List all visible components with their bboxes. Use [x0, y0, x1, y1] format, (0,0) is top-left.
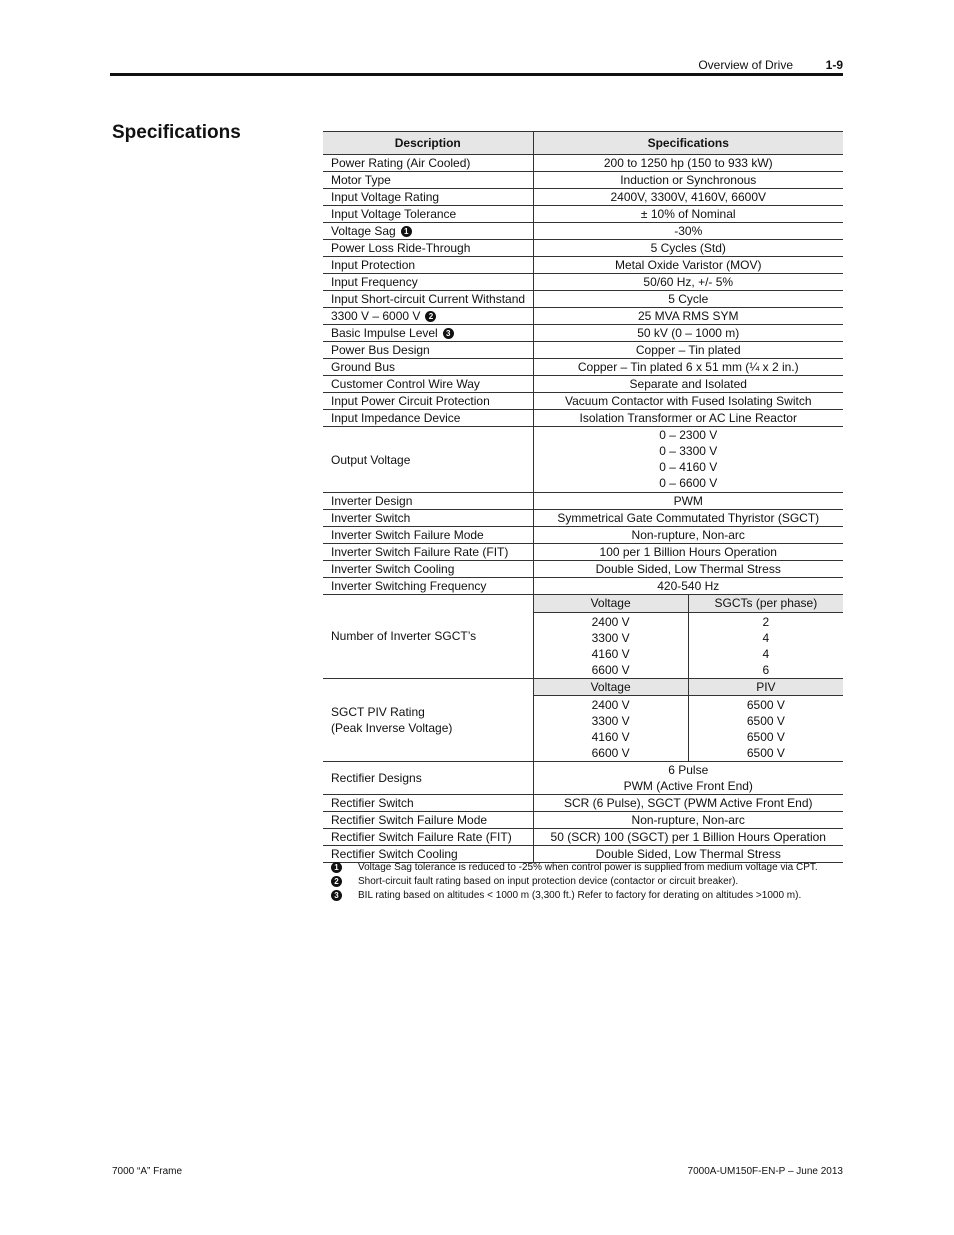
spec-description — [323, 206, 533, 223]
specifications-table — [323, 131, 843, 863]
table-row — [323, 189, 843, 206]
spec-description — [323, 410, 533, 427]
spec-description — [323, 257, 533, 274]
table-row — [323, 544, 843, 561]
spec-description — [323, 678, 533, 762]
table-row-rectifier-designs — [323, 762, 843, 795]
spec-label: Rectifier Switch Cooling — [331, 847, 458, 861]
spec-label: Inverter Switching Frequency — [331, 579, 487, 593]
spec-label: Basic Impulse Level — [331, 326, 438, 340]
value-line: 4 — [762, 646, 770, 661]
spec-value: Metal Oxide Varistor (MOV) — [533, 257, 843, 274]
spec-label: Rectifier Switch Failure Rate (FIT) — [331, 830, 512, 844]
spec-value: Induction or Synchronous — [533, 172, 843, 189]
spec-description — [323, 325, 533, 342]
footer-right: 7000A-UM150F-EN-P – June 2013 — [687, 1166, 843, 1177]
spec-label: Input Voltage Tolerance — [331, 207, 457, 221]
spec-label-line: (Peak Inverse Voltage) — [331, 720, 453, 735]
spec-label: Input Short-circuit Current Withstand — [331, 292, 526, 306]
inner-table — [534, 595, 844, 678]
spec-value: ± 10% of Nominal — [533, 206, 843, 223]
table-row-sgct-count — [323, 595, 843, 679]
spec-label: Inverter Switch Cooling — [331, 562, 455, 576]
spec-label-line: SGCT PIV Rating — [331, 704, 425, 719]
value-line: PWM (Active Front End) — [623, 779, 753, 793]
footnote-marker: 1 — [401, 226, 412, 237]
table-header-row — [323, 132, 843, 155]
spec-value: Non-rupture, Non-arc — [533, 527, 843, 544]
table-row — [323, 291, 843, 308]
inner-col-header: Voltage — [534, 595, 689, 612]
value-line: 6600 V — [591, 746, 630, 760]
spec-description: Number of Inverter SGCT’s — [323, 595, 533, 679]
footnote — [331, 889, 851, 903]
table-row — [323, 812, 843, 829]
table-row — [323, 510, 843, 527]
spec-label: Input Protection — [331, 258, 416, 272]
spec-label: Motor Type — [331, 173, 391, 187]
value-line: 6600 V — [591, 662, 630, 677]
value-line: 0 – 3300 V — [659, 444, 718, 458]
spec-label: Input Impedance Device — [331, 411, 461, 425]
spec-value: 100 per 1 Billion Hours Operation — [533, 544, 843, 561]
inner-col-header: PIV — [688, 679, 843, 696]
spec-value: -30% — [533, 223, 843, 240]
table-row — [323, 223, 843, 240]
value-line: 6 — [762, 662, 770, 677]
inner-table — [534, 679, 844, 762]
spec-value: 5 Cycle — [533, 291, 843, 308]
spec-value: Double Sided, Low Thermal Stress — [533, 846, 843, 863]
table-row — [323, 493, 843, 510]
value-line: 4160 V — [591, 730, 630, 744]
spec-value: Copper – Tin plated 6 x 51 mm (¼ x 2 in.) — [533, 359, 843, 376]
spec-label: Inverter Design — [331, 494, 413, 508]
spec-value: Non-rupture, Non-arc — [533, 812, 843, 829]
table-row — [323, 240, 843, 257]
spec-description — [323, 342, 533, 359]
table-row — [323, 527, 843, 544]
value-line: 2400 V — [591, 698, 630, 712]
table-row — [323, 359, 843, 376]
spec-value: Copper – Tin plated — [533, 342, 843, 359]
footer-left: 7000 “A” Frame — [112, 1166, 183, 1177]
spec-description — [323, 510, 533, 527]
inner-col-header: Voltage — [534, 679, 689, 696]
table-row — [323, 393, 843, 410]
footnote-marker: 2 — [425, 311, 436, 322]
spec-label: Inverter Switch Failure Mode — [331, 528, 484, 542]
spec-description — [323, 155, 533, 172]
spec-value: 50 kV (0 – 1000 m) — [533, 325, 843, 342]
value-line: 2 — [762, 614, 770, 629]
page-header — [110, 58, 843, 72]
spec-value: 2400V, 3300V, 4160V, 6600V — [533, 189, 843, 206]
spec-value — [533, 762, 843, 795]
spec-description — [323, 223, 533, 240]
spec-label: Customer Control Wire Way — [331, 377, 480, 391]
table-row — [323, 257, 843, 274]
spec-value: SCR (6 Pulse), SGCT (PWM Active Front End) — [533, 795, 843, 812]
spec-value: 25 MVA RMS SYM — [533, 308, 843, 325]
footnote-text: BIL rating based on altitudes < 1000 m (3,300 ft.) Refer to factory for derating on altitudes >1000 m). — [358, 890, 802, 901]
spec-value — [533, 427, 843, 493]
spec-label: Input Frequency — [331, 275, 418, 289]
spec-description — [323, 493, 533, 510]
table-row — [323, 846, 843, 863]
spec-description — [323, 846, 533, 863]
col-header-description: Description — [323, 132, 533, 155]
spec-description — [323, 812, 533, 829]
spec-description — [323, 359, 533, 376]
value-line: 6500 V — [746, 746, 785, 760]
header-page-number: 1-9 — [825, 58, 843, 72]
spec-value — [533, 595, 843, 679]
footnotes — [331, 861, 851, 903]
spec-label: 3300 V – 6000 V — [331, 309, 421, 323]
value-line: 6 Pulse — [668, 763, 709, 777]
table-row — [323, 308, 843, 325]
spec-label: Power Bus Design — [331, 343, 430, 357]
spec-label: Voltage Sag — [331, 224, 396, 238]
value-line: 2400 V — [591, 614, 630, 629]
spec-value: Separate and Isolated — [533, 376, 843, 393]
spec-label: Inverter Switch Failure Rate (FIT) — [331, 545, 509, 559]
footnote-text: Short-circuit fault rating based on input protection device (contactor or circuit breaker). — [358, 876, 739, 887]
spec-value: 420-540 Hz — [533, 578, 843, 595]
inner-col-values — [688, 696, 843, 762]
value-line: 6500 V — [746, 714, 785, 728]
value-line: 3300 V — [591, 630, 630, 645]
spec-label: Inverter Switch — [331, 511, 411, 525]
table-row — [323, 206, 843, 223]
spec-description — [323, 291, 533, 308]
spec-description — [323, 308, 533, 325]
footnote-marker: 2 — [331, 876, 342, 887]
inner-header-row — [534, 595, 844, 612]
page-title: Specifications — [112, 122, 241, 143]
footnote-marker: 3 — [331, 890, 342, 901]
footnote-marker: 3 — [443, 328, 454, 339]
value-line: 4160 V — [591, 646, 630, 661]
spec-value — [533, 678, 843, 762]
header-rule — [110, 73, 843, 76]
inner-col-values — [534, 696, 689, 762]
spec-value: Vacuum Contactor with Fused Isolating Switch — [533, 393, 843, 410]
footnote — [331, 875, 851, 889]
value-line: 6500 V — [746, 698, 785, 712]
header-section-title: Overview of Drive — [698, 58, 793, 72]
spec-label: Rectifier Switch — [331, 796, 414, 810]
spec-label: Ground Bus — [331, 360, 396, 374]
value-line: 4 — [762, 630, 770, 645]
spec-label: Power Rating (Air Cooled) — [331, 156, 471, 170]
value-line: 3300 V — [591, 714, 630, 728]
table-row — [323, 155, 843, 172]
spec-description — [323, 393, 533, 410]
inner-body-row — [534, 612, 844, 678]
value-line: 0 – 6600 V — [659, 476, 718, 490]
table-row — [323, 172, 843, 189]
inner-col-header: SGCTs (per phase) — [688, 595, 843, 612]
spec-label: Rectifier Switch Failure Mode — [331, 813, 488, 827]
spec-label: Input Voltage Rating — [331, 190, 440, 204]
spec-description — [323, 829, 533, 846]
spec-description — [323, 527, 533, 544]
inner-col-values — [534, 612, 689, 678]
spec-description: Output Voltage — [323, 427, 533, 493]
table-row — [323, 325, 843, 342]
value-line: 6500 V — [746, 730, 785, 744]
inner-body-row — [534, 696, 844, 762]
spec-value: Isolation Transformer or AC Line Reactor — [533, 410, 843, 427]
inner-header-row — [534, 679, 844, 696]
spec-value: PWM — [533, 493, 843, 510]
spec-description — [323, 376, 533, 393]
spec-value: 5 Cycles (Std) — [533, 240, 843, 257]
spec-description — [323, 795, 533, 812]
table-row — [323, 578, 843, 595]
spec-label: Input Power Circuit Protection — [331, 394, 490, 408]
specifications-body — [323, 155, 843, 863]
table-row — [323, 342, 843, 359]
table-row — [323, 274, 843, 291]
value-line: 0 – 2300 V — [659, 428, 718, 442]
col-header-specifications: Specifications — [533, 132, 843, 155]
spec-description — [323, 189, 533, 206]
spec-description — [323, 274, 533, 291]
spec-value: 200 to 1250 hp (150 to 933 kW) — [533, 155, 843, 172]
value-line: 0 – 4160 V — [659, 460, 718, 474]
spec-description — [323, 561, 533, 578]
spec-label: Power Loss Ride-Through — [331, 241, 471, 255]
spec-description — [323, 240, 533, 257]
spec-description — [323, 578, 533, 595]
spec-description — [323, 544, 533, 561]
spec-value: Symmetrical Gate Commutated Thyristor (SGCT) — [533, 510, 843, 527]
table-row-output-voltage — [323, 427, 843, 493]
inner-col-values — [688, 612, 843, 678]
table-row — [323, 376, 843, 393]
table-row — [323, 829, 843, 846]
spec-description: Rectifier Designs — [323, 762, 533, 795]
spec-value: 50/60 Hz, +/- 5% — [533, 274, 843, 291]
table-row — [323, 561, 843, 578]
table-row-sgct-piv — [323, 678, 843, 762]
footnote-marker: 1 — [331, 862, 342, 873]
footnote — [331, 861, 851, 875]
spec-value: Double Sided, Low Thermal Stress — [533, 561, 843, 578]
footnote-text: Voltage Sag tolerance is reduced to -25% when control power is supplied from medium voltage via CPT. — [358, 862, 818, 873]
spec-value: 50 (SCR) 100 (SGCT) per 1 Billion Hours Operation — [533, 829, 843, 846]
table-row — [323, 795, 843, 812]
spec-description — [323, 172, 533, 189]
table-row — [323, 410, 843, 427]
